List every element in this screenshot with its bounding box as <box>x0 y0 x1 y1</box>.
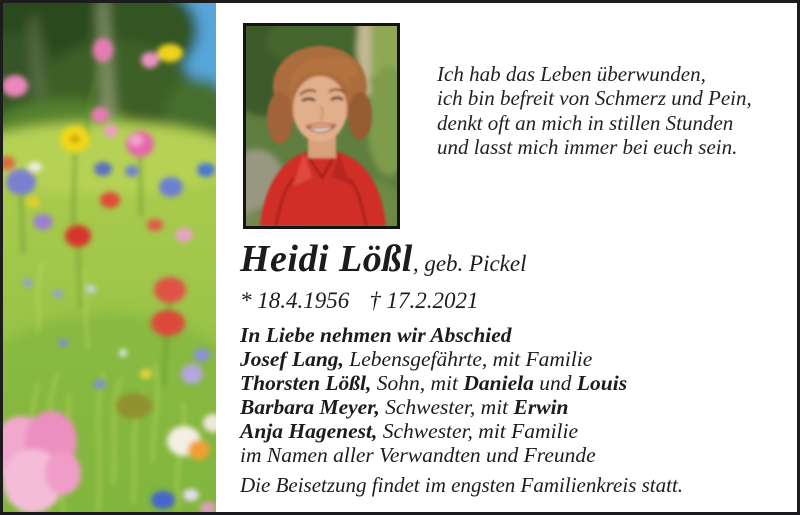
family-member-name: Louis <box>576 371 628 395</box>
family-line <box>240 419 627 443</box>
closing-line: Die Beisetzung findet im engsten Familienkreis statt. <box>240 473 684 497</box>
family-list <box>240 323 627 467</box>
life-dates <box>240 288 479 314</box>
deceased-name-line <box>240 237 526 281</box>
family-member-relation: Sohn, mit <box>371 371 464 395</box>
family-member-name: In Liebe nehmen wir Abschied <box>240 323 512 347</box>
family-line <box>240 323 627 347</box>
deceased-name: Heidi Lößl <box>240 238 413 280</box>
family-member-relation: im Namen aller Verwandten und Freunde <box>240 443 596 467</box>
poem-line: denkt oft an mich in stillen Stunden <box>437 110 734 135</box>
family-member-relation: und <box>533 371 577 395</box>
family-member-name: Thorsten Lößl, <box>240 371 372 395</box>
poem-line: und lasst mich immer bei euch sein. <box>437 134 738 159</box>
family-member-name: Josef Lang, <box>240 347 344 371</box>
family-member-name: Barbara Meyer, <box>240 395 380 419</box>
family-line <box>240 395 627 419</box>
portrait-photo <box>243 23 400 229</box>
poem-line: ich bin befreit von Schmerz und Pein, <box>437 86 752 111</box>
family-line <box>240 347 627 371</box>
poem-line: Ich hab das Leben überwunden, <box>437 62 706 86</box>
family-member-relation: Lebensgefährte, mit Familie <box>343 347 593 371</box>
family-member-name: Erwin <box>513 395 569 419</box>
family-line <box>240 371 627 395</box>
family-member-relation: Schwester, mit Familie <box>377 419 579 443</box>
family-member-name: Daniela <box>463 371 534 395</box>
death-date: † 17.2.2021 <box>369 288 479 313</box>
memorial-poem <box>437 62 752 159</box>
family-member-relation: Schwester, mit <box>379 395 514 419</box>
family-line <box>240 443 627 467</box>
deceased-maiden-name: , geb. Pickel <box>412 251 527 276</box>
birth-date: * 18.4.1956 <box>240 288 350 313</box>
flower-meadow-photo <box>3 3 216 512</box>
family-member-name: Anja Hagenest, <box>240 419 378 443</box>
